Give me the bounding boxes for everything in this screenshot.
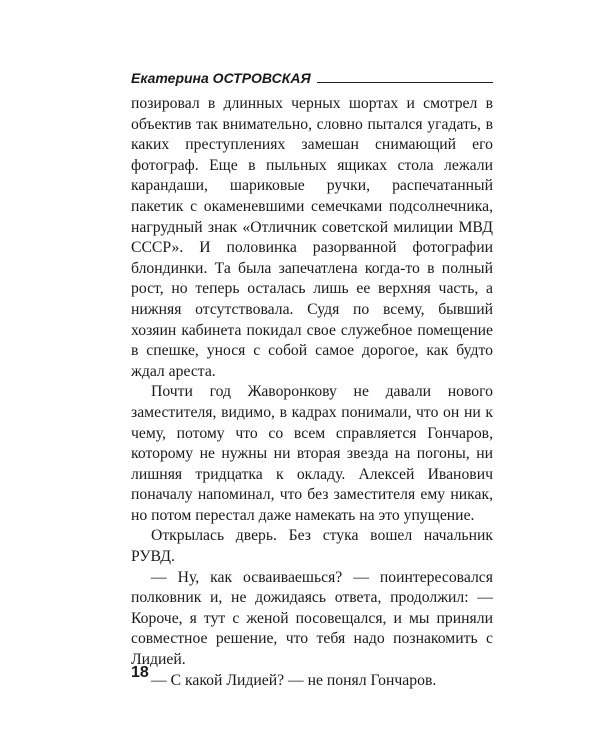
- dialogue-paragraph: — С какой Лидией? — не понял Гончаров.: [151, 671, 437, 689]
- paragraph-continued: позировал в длинных черных шортах и смотрел в объектив так внимательно, словно пытался угадать, в каких преступлениях замешан снимающий его фотограф. Еще в пыльных ящиках стола лежали карандаши, шариковые ручки, распечатанный пакетик с окаменевшими семечками подсолнечника, нагрудный знак «Отличник советской милиции МВД СССР». И половинка разорванной фотографии блондинки. Та была запечатлена когда-то в полный рост, но теперь осталась лишь ее верхняя часть, а нижняя отсутствовала. Судя по всему, бывший хозяин кабинета покидал свое служебное помещение в спешке, унося с собой самое дорогое, как будто ждал ареста.: [131, 95, 493, 380]
- page-number: 18: [131, 664, 149, 681]
- body-text: [131, 94, 493, 691]
- header-rule: [317, 82, 493, 83]
- paragraph: Открылась дверь. Без стука вошел начальник РУВД.: [131, 527, 493, 566]
- paragraph: Почти год Жаворонкову не давали нового заместителя, видимо, в кадрах понимали, что он ни к чему, потому что со всем справляется Гончаров, которому не нужны ни вторая звезда на погоны, ни лишняя тридцатка к окладу. Алексей Иванович поначалу напоминал, что без заместителя ему никак, но потом перестал даже намекать на это упущение.: [131, 383, 493, 524]
- header-author: Екатерина ОСТРОВСКАЯ: [131, 70, 311, 86]
- running-header: [131, 66, 493, 86]
- dialogue-paragraph: — Ну, как осваиваешься? — поинтересовался полковник и, не дожидаясь ответа, продолжил: — Короче, я тут с женой посовещался, и мы приняли совместное решение, что тебя надо познакомить с Лидией.: [131, 568, 493, 669]
